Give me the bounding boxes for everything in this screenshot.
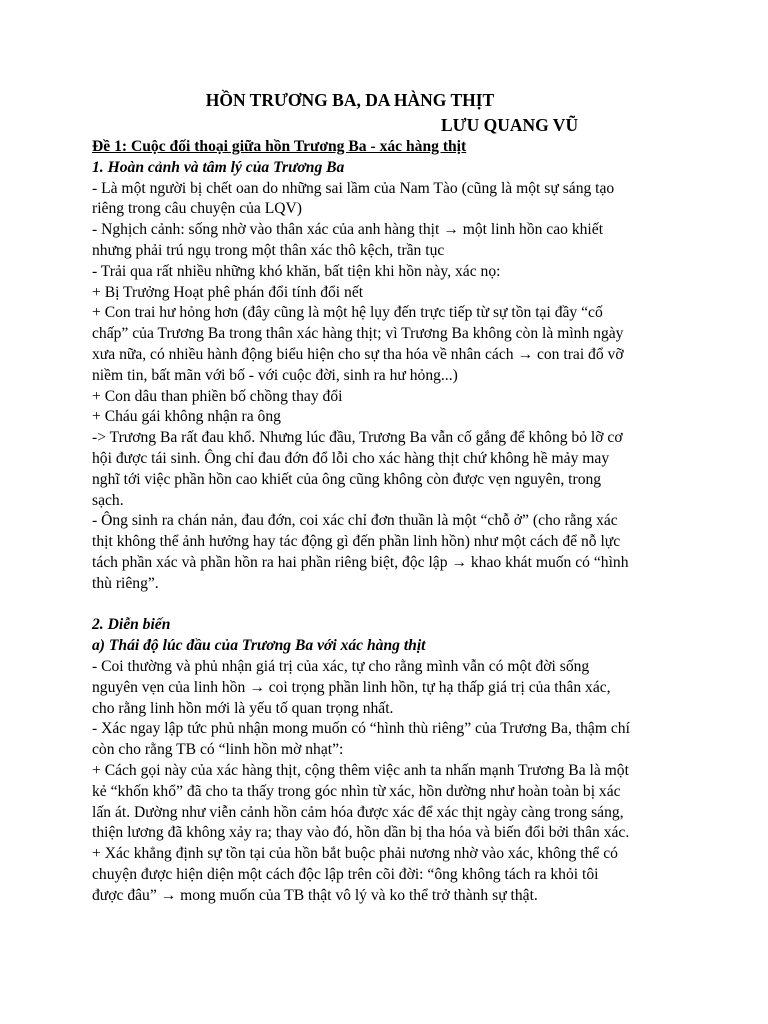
paragraph-line: - Ông sinh ra chán nản, đau đớn, coi xác chỉ đơn thuần là một “chỗ ở” (cho rằng xác bbox=[92, 512, 618, 530]
paragraph-line: + Cháu gái không nhận ra ông bbox=[92, 408, 281, 426]
paragraph-line: hội được tái sinh. Ông chỉ đau đớn đổ lỗi cho xác hàng thịt chứ không hề mảy may bbox=[92, 449, 610, 467]
section-heading: Đề 1: Cuộc đối thoại giữa hồn Trương Ba - xác hàng thịt bbox=[92, 138, 467, 155]
subsection-heading: 1. Hoàn cảnh và tâm lý của Trương Ba bbox=[92, 158, 345, 176]
paragraph-line: -> Trương Ba rất đau khổ. Nhưng lúc đầu, Trương Ba vẫn cố gắng để không bỏ lỡ cơ bbox=[92, 429, 623, 447]
paragraph-line: nhưng phải trú ngụ trong một thân xác thô kệch, trần tục bbox=[92, 241, 445, 259]
paragraph-line: chuyện được hiện diện một cách độc lập trên cõi đời: “ông không tách ra khỏi tôi bbox=[92, 865, 599, 883]
paragraph-line: niềm tin, bất mãn với bố - với cuộc đời, sinh ra hư hỏng...) bbox=[92, 366, 458, 384]
paragraph-line: nghĩ tới việc phần hồn cao khiết của ông cũng không còn được vẹn nguyên, trong bbox=[92, 470, 602, 488]
document-author: LƯU QUANG VŨ bbox=[441, 115, 579, 135]
paragraph-line: kẻ “khốn khổ” đã cho ta thấy trong góc nhìn từ xác, hồn dường như hoàn toàn bị xác bbox=[92, 782, 621, 800]
paragraph-line: - Nghịch cảnh: sống nhờ vào thân xác của anh hàng thịt → một linh hồn cao khiết bbox=[92, 221, 604, 239]
paragraph-line: - Xác ngay lập tức phủ nhận mong muốn có “hình thù riêng” của Trương Ba, thậm chí bbox=[92, 720, 630, 738]
document-title: HỒN TRƯƠNG BA, DA HÀNG THỊT bbox=[205, 90, 495, 110]
paragraph-line: - Là một người bị chết oan do những sai lầm của Nam Tào (cũng là một sự sáng tạo bbox=[92, 179, 615, 197]
paragraph-line: thù riêng”. bbox=[92, 574, 159, 592]
paragraph-line: xưa nữa, có nhiều hành động biểu hiện cho sự tha hóa về nhân cách → con trai đổ vỡ bbox=[92, 345, 624, 363]
paragraph-line: lấn át. Dường như viễn cảnh hồn cảm hóa được xác để xác thịt ngày càng trong sáng, bbox=[92, 803, 624, 821]
paragraph-line: + Con trai hư hỏng hơn (đây cũng là một hệ lụy đến trực tiếp từ sự tồn tại đầy “cố bbox=[92, 304, 603, 322]
paragraph-line: thịt không thể ảnh hưởng hay tác động gì đến phần linh hồn) như một cách để nỗ lực bbox=[92, 533, 621, 551]
paragraph-line: còn cho rằng TB có “linh hồn mờ nhạt”: bbox=[92, 741, 344, 759]
blank-line bbox=[92, 595, 684, 616]
subsection-heading: 2. Diễn biến bbox=[92, 616, 171, 634]
paragraph-line: riêng trong câu chuyện của LQV) bbox=[92, 200, 302, 218]
document-body bbox=[92, 137, 684, 906]
paragraph-line: + Xác khẳng định sự tồn tại của hồn bắt buộc phải nương nhờ vào xác, không thể có bbox=[92, 845, 618, 863]
subsection-heading: a) Thái độ lúc đầu của Trương Ba với xác hàng thịt bbox=[92, 637, 426, 655]
paragraph-line: - Trải qua rất nhiều những khó khăn, bất tiện khi hồn này, xác nọ: bbox=[92, 262, 501, 280]
paragraph-line: thiện lương đã không xảy ra; thay vào đó, hồn dần bị tha hóa và biến đổi bởi thân xác. bbox=[92, 824, 630, 842]
paragraph-line: chấp” của Trương Ba trong thân xác hàng thịt; vì Trương Ba không còn là mình ngày bbox=[92, 325, 624, 343]
paragraph-line: + Con dâu than phiền bố chồng thay đổi bbox=[92, 387, 343, 405]
paragraph-line: nguyên vẹn của linh hồn → coi trọng phần linh hồn, tự hạ thấp giá trị của thân xác, bbox=[92, 678, 611, 696]
paragraph-line: được đâu” → mong muốn của TB thật vô lý và ko thể trở thành sự thật. bbox=[92, 886, 538, 904]
paragraph-line: sạch. bbox=[92, 491, 124, 509]
paragraph-line: + Bị Trưởng Hoạt phê phán đổi tính đổi nết bbox=[92, 283, 364, 301]
paragraph-line: + Cách gọi này của xác hàng thịt, cộng thêm việc anh ta nhấn mạnh Trương Ba là một bbox=[92, 761, 629, 779]
paragraph-line: tách phần xác và phần hồn ra hai phần riêng biệt, độc lập → khao khát muốn có “hình bbox=[92, 553, 629, 571]
paragraph-line: cho rằng linh hồn mới là yếu tố quan trọng nhất. bbox=[92, 699, 394, 717]
paragraph-line: - Coi thường và phủ nhận giá trị của xác, tự cho rằng mình vẫn có một đời sống bbox=[92, 657, 590, 675]
